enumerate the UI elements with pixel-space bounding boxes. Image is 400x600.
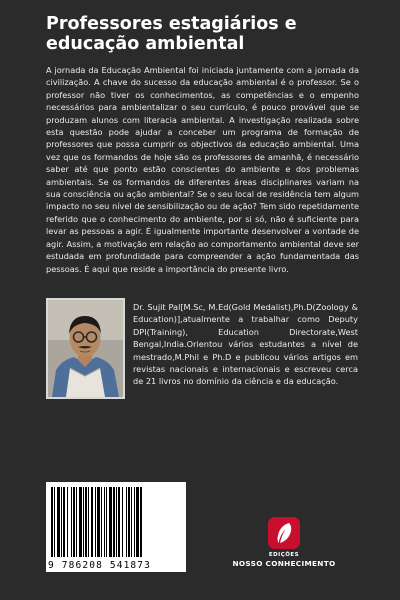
author-bio: Dr. Sujit Pal[M.Sc, M.Ed(Gold Medalist),Ph.D(Zoology & Education)],atualmente a trabalhar como Deputy DPI(Training), Education Directorate,West Bengal,India.Orientou vários estudantes a nível de mestrado,M.Phil e Ph.D e publicou vários artigos em revistas nacionais e internacionais e escreveu cerca de 21 livros no domínio da ciência e da educação. <box>133 302 358 387</box>
publisher-prefix: EDIÇÕES <box>268 552 300 558</box>
book-description: A jornada da Educação Ambiental foi iniciada juntamente com a jornada da civilização. A chave do sucesso da educação ambiental é o professor. Se o professor não tiver os conhecimentos, as competências e o empenho necessários para ambientalizar o seu currículo, é pouco provável que se produzam alunos com literacia ambiental. A investigação realizada sobre esta questão pode ajudar a conceber um programa de formação de professores que possa cumprir os objectivos da educação ambiental. Uma vez que os formandos de hoje são os professores de amanhã, é necessário saber até que ponto estão conscientes do ambiente e dos problemas ambientais. Se os formandos de diferentes áreas disciplinares variam na sua consciência ou ação ambiental? Se o seu local de residência tem algum impacto no seu nível de sensibilização ou de ação? Tem sido repetidamente referido que o conhecimento do ambiente, por si só, não é suficiente para levar as pessoas a agir. É igualmente importante desenvolver a vontade de agir. Assim, a motivação em relação ao comportamento ambiental deve ser estudada em profundidade para compreender a ação fundamentada das pessoas. É aqui que reside a importância do presente livro. <box>46 65 359 274</box>
publisher-name: NOSSO CONHECIMENTO <box>232 559 336 568</box>
isbn-number: 9 786208 541873 <box>48 560 152 571</box>
feather-icon <box>268 517 300 549</box>
barcode-bars <box>51 487 181 557</box>
book-title: Professores estagiários e educação ambiental <box>46 14 297 54</box>
author-photo <box>46 298 125 399</box>
author-portrait <box>48 300 123 397</box>
isbn-barcode <box>46 482 186 572</box>
